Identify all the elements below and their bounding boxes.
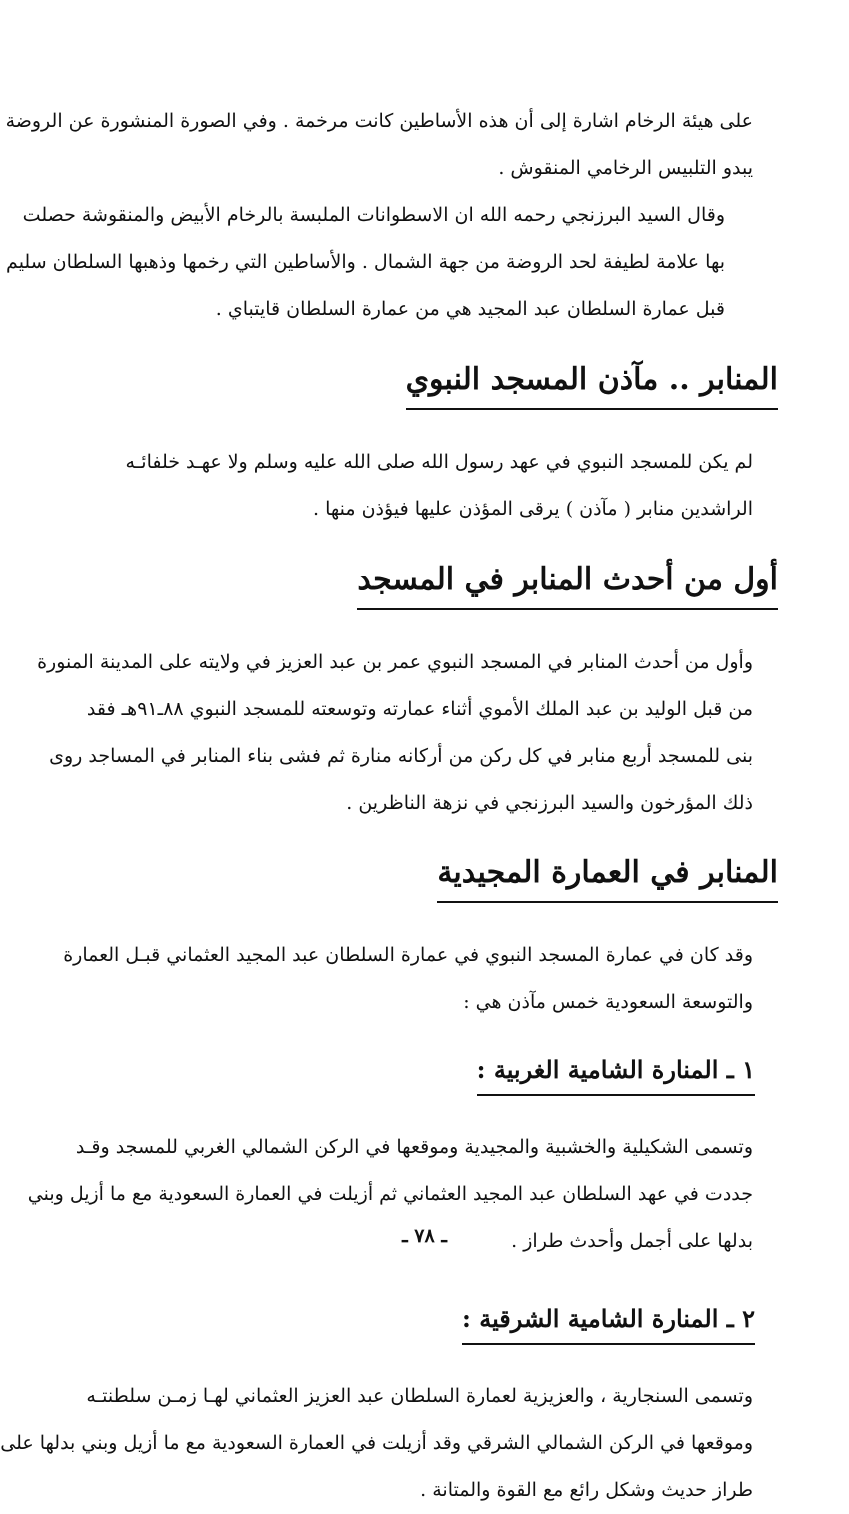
text-line: بدلها على أجمل وأحدث طراز . [511, 1230, 753, 1253]
page-number: ـ ٧٨ ـ [402, 1225, 447, 1247]
subheading-shamiya-west: ١ ـ المنارة الشامية الغربية : [477, 1050, 755, 1096]
paragraph-7 [0, 1373, 753, 1514]
text-line: الراشدين منابر ( مآذن ) يرقى المؤذن عليها فيؤذن منها . [313, 497, 753, 520]
heading-majidi: المنابر في العمارة المجيدية [437, 851, 778, 903]
text-line: طراز حديث وشكل رائع مع القوة والمتانة . [420, 1479, 753, 1502]
paragraph-2 [6, 192, 753, 333]
text-line: وتسمى السنجارية ، والعزيزية لعمارة السلطان عبد العزيز العثماني لهـا زمـن سلطنتـه [86, 1385, 753, 1408]
text-line: بها علامة لطيفة لحد الروضة من جهة الشمال . والأساطين التي رخمها وذهبها السلطان سليم [6, 251, 725, 273]
text-line: والتوسعة السعودية خمس مآذن هي : [463, 991, 753, 1014]
subheading-shamiya-east: ٢ ـ المنارة الشامية الشرقية : [462, 1299, 755, 1345]
text-line: وقال السيد البرزنجي رحمه الله ان الاسطوانات الملبسة بالرخام الأبيض والمنقوشة حصلت [22, 204, 725, 226]
text-line: جددت في عهد السلطان عبد المجيد العثماني ثم أزيلت في العمارة السعودية مع ما أزيل وبني [27, 1183, 753, 1206]
subheading-east-wrap [63, 1275, 755, 1369]
heading-first-minarets: أول من أحدث المنابر في المسجد [357, 558, 778, 610]
heading-majidi-wrap [63, 827, 778, 929]
paragraph-4 [37, 639, 753, 827]
text-line: على هيئة الرخام اشارة إلى أن هذه الأساطين كانت مرخمة . وفي الصورة المنشورة عن الروضة [5, 110, 753, 132]
page-content [0, 98, 778, 1514]
heading-minarets: المنابر .. مآذن المسجد النبوي [406, 358, 778, 410]
text-line: لم يكن للمسجد النبوي في عهد رسول الله صلى الله عليه وسلم ولا عهـد خلفائـه [125, 450, 753, 473]
text-line: وموقعها في الركن الشمالي الشرقي وقد أزيلت في العمارة السعودية مع ما أزيل وبني بدلها على [0, 1432, 753, 1455]
text-line: وأول من أحدث المنابر في المسجد النبوي عمر بن عبد العزيز في ولايته على المدينة المنورة [37, 650, 753, 673]
heading-minarets-wrap [63, 333, 778, 435]
paragraph-1 [5, 98, 753, 192]
text-line: وقد كان في عمارة المسجد النبوي في عمارة السلطان عبد المجيد العثماني قبـل العمارة [63, 944, 753, 967]
text-line: يبدو التلبيس الرخامي المنقوش . [498, 157, 753, 179]
text-line: وتسمى الشكيلية والخشبية والمجيدية وموقعها في الركن الشمالي الغربي للمسجد وقـد [75, 1136, 753, 1159]
heading-first-minarets-wrap [63, 533, 778, 635]
text-line: من قبل الوليد بن عبد الملك الأموي أثناء عمارته وتوسعته للمسجد النبوي ٨٨ـ٩١هـ فقد [86, 697, 753, 720]
text-line: بنى للمسجد أربع منابر في كل ركن من أركانه منارة ثم فشى بناء المنابر في المساجد روى [49, 744, 753, 767]
text-line: قبل عمارة السلطان عبد المجيد هي من عمارة السلطان قايتباي . [215, 298, 725, 320]
paragraph-3 [63, 439, 753, 533]
subheading-west-wrap [63, 1026, 755, 1120]
text-line: ذلك المؤرخون والسيد البرزنجي في نزهة الناظرين . [346, 791, 753, 814]
paragraph-5 [63, 932, 753, 1026]
